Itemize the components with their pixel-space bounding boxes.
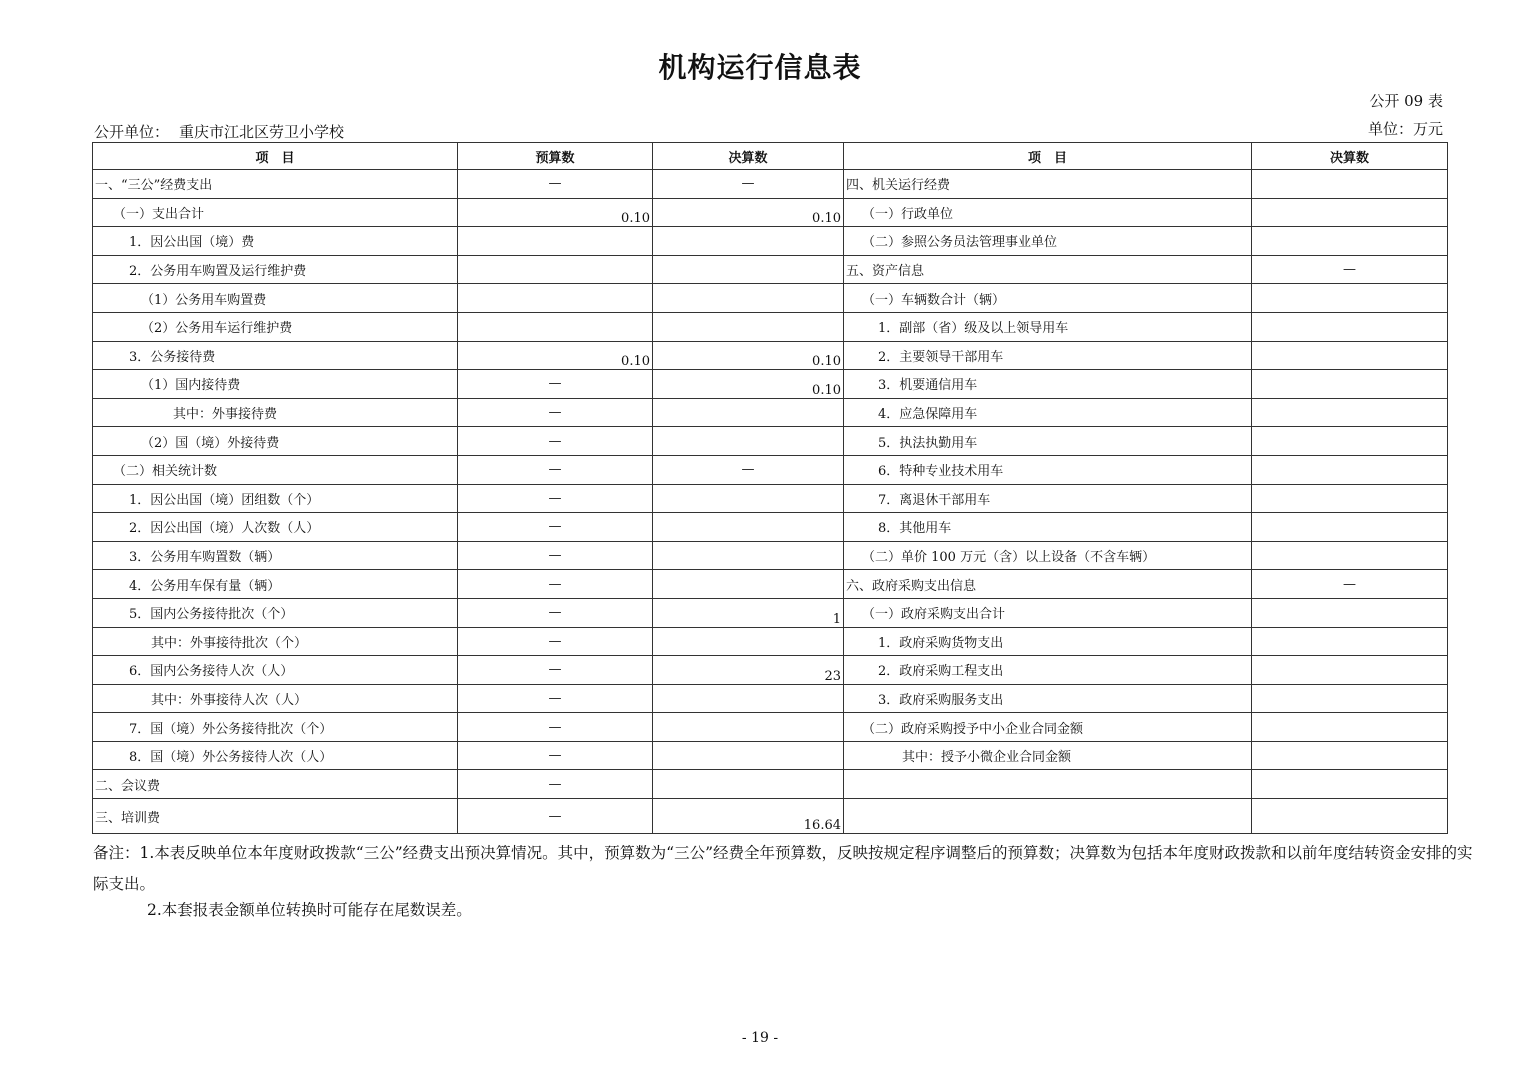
row-final [653, 284, 844, 313]
row-final-right: — [1252, 255, 1448, 284]
row-final: 16.64 [653, 799, 844, 834]
row-final: 0.10 [653, 370, 844, 399]
table-row [93, 170, 1448, 199]
row-budget: — [458, 799, 653, 834]
row-final-right [1252, 684, 1448, 713]
row-final-right [1252, 799, 1448, 834]
row-budget: — [458, 427, 653, 456]
row-item-left: （2）国（境）外接待费 [93, 427, 458, 456]
row-final-right [1252, 598, 1448, 627]
row-budget: — [458, 684, 653, 713]
row-final-right [1252, 398, 1448, 427]
row-final [653, 684, 844, 713]
table-row [93, 627, 1448, 656]
row-budget: — [458, 398, 653, 427]
row-item-left: 1．因公出国（境）费 [93, 227, 458, 256]
row-final [653, 741, 844, 770]
table-row [93, 198, 1448, 227]
row-final-right [1252, 198, 1448, 227]
table-row [93, 484, 1448, 513]
row-final [653, 312, 844, 341]
currency-unit: 单位：万元 [1367, 120, 1443, 138]
table-row [93, 398, 1448, 427]
table-row [93, 427, 1448, 456]
form-number: 公开 09 表 [1369, 92, 1443, 110]
row-item-right: （二）单价 100 万元（含）以上设备（不含车辆） [844, 541, 1252, 570]
row-final-right [1252, 513, 1448, 542]
row-item-right: 2．主要领导干部用车 [844, 341, 1252, 370]
header-item-right: 项 目 [844, 143, 1252, 170]
row-final: 23 [653, 656, 844, 685]
row-budget: — [458, 170, 653, 199]
row-final [653, 427, 844, 456]
row-item-right: 五、资产信息 [844, 255, 1252, 284]
row-item-left: 5．国内公务接待批次（个） [93, 598, 458, 627]
table-row [93, 570, 1448, 599]
row-final [653, 227, 844, 256]
row-item-left: （1）国内接待费 [93, 370, 458, 399]
row-item-left: 7．国（境）外公务接待批次（个） [93, 713, 458, 742]
row-item-left: 2．公务用车购置及运行维护费 [93, 255, 458, 284]
table-row [93, 799, 1448, 834]
table-header-row [93, 143, 1448, 170]
row-budget: — [458, 741, 653, 770]
table-row [93, 770, 1448, 799]
row-item-left: 1．因公出国（境）团组数（个） [93, 484, 458, 513]
row-item-left: 3．公务接待费 [93, 341, 458, 370]
table-row [93, 598, 1448, 627]
row-item-left: 一、“三公”经费支出 [93, 170, 458, 199]
header-item: 项 目 [93, 143, 458, 170]
row-item-right: （二）政府采购授予中小企业合同金额 [844, 713, 1252, 742]
row-item-right: （一）行政单位 [844, 198, 1252, 227]
row-final: 0.10 [653, 198, 844, 227]
row-budget: — [458, 598, 653, 627]
row-item-right: 四、机关运行经费 [844, 170, 1252, 199]
row-final-right [1252, 713, 1448, 742]
row-budget [458, 312, 653, 341]
row-item-right: 7．离退休干部用车 [844, 484, 1252, 513]
row-item-right: 2．政府采购工程支出 [844, 656, 1252, 685]
row-final-right [1252, 170, 1448, 199]
row-item-right: （二）参照公务员法管理事业单位 [844, 227, 1252, 256]
row-final [653, 627, 844, 656]
table-row [93, 656, 1448, 685]
row-final [653, 541, 844, 570]
row-final [653, 255, 844, 284]
reporting-unit [94, 121, 354, 142]
row-budget: — [458, 627, 653, 656]
row-final-right [1252, 770, 1448, 799]
row-item-right: 3．政府采购服务支出 [844, 684, 1252, 713]
row-budget: — [458, 770, 653, 799]
row-final-right: — [1252, 570, 1448, 599]
row-item-left: （2）公务用车运行维护费 [93, 312, 458, 341]
row-item-right [844, 799, 1252, 834]
row-budget: 0.10 [458, 198, 653, 227]
row-final [653, 513, 844, 542]
row-item-left: 其中：外事接待费 [93, 398, 458, 427]
row-budget [458, 284, 653, 313]
row-final-right [1252, 627, 1448, 656]
info-table [92, 142, 1448, 834]
row-item-left: 6．国内公务接待人次（人） [93, 656, 458, 685]
row-item-right: 4．应急保障用车 [844, 398, 1252, 427]
row-item-right: 其中：授予小微企业合同金额 [844, 741, 1252, 770]
row-budget: — [458, 713, 653, 742]
row-final [653, 713, 844, 742]
table-row [93, 312, 1448, 341]
row-budget: — [458, 484, 653, 513]
table-row [93, 284, 1448, 313]
row-budget: — [458, 370, 653, 399]
row-final: — [653, 455, 844, 484]
row-budget: 0.10 [458, 341, 653, 370]
row-item-right: 8．其他用车 [844, 513, 1252, 542]
row-final-right [1252, 484, 1448, 513]
header-budget: 预算数 [458, 143, 653, 170]
table-row [93, 684, 1448, 713]
row-final [653, 398, 844, 427]
table-row [93, 713, 1448, 742]
row-final-right [1252, 284, 1448, 313]
page-title: 机构运行信息表 [658, 51, 862, 84]
header-final: 决算数 [653, 143, 844, 170]
reporting-unit-name: 重庆市江北区劳卫小学校 [179, 123, 345, 141]
row-budget: — [458, 541, 653, 570]
row-item-right: 1．政府采购货物支出 [844, 627, 1252, 656]
row-item-right: 6．特种专业技术用车 [844, 455, 1252, 484]
row-item-right: （一）车辆数合计（辆） [844, 284, 1252, 313]
row-item-left: 三、培训费 [93, 799, 458, 834]
table-row [93, 341, 1448, 370]
row-item-right: （一）政府采购支出合计 [844, 598, 1252, 627]
row-budget: — [458, 570, 653, 599]
row-final-right [1252, 227, 1448, 256]
row-final-right [1252, 427, 1448, 456]
row-item-right: 3．机要通信用车 [844, 370, 1252, 399]
row-item-left: 其中：外事接待批次（个） [93, 627, 458, 656]
table-row [93, 513, 1448, 542]
row-item-left: （二）相关统计数 [93, 455, 458, 484]
row-final: 1 [653, 598, 844, 627]
row-item-left: （1）公务用车购置费 [93, 284, 458, 313]
row-final: — [653, 170, 844, 199]
row-item-right: 5．执法执勤用车 [844, 427, 1252, 456]
row-final [653, 770, 844, 799]
row-final-right [1252, 541, 1448, 570]
reporting-unit-label: 公开单位： [94, 123, 170, 141]
row-final-right [1252, 656, 1448, 685]
page-number: - 19 - [741, 1030, 779, 1046]
row-final-right [1252, 741, 1448, 770]
table-row [93, 455, 1448, 484]
row-item-right: 六、政府采购支出信息 [844, 570, 1252, 599]
row-budget: — [458, 455, 653, 484]
table-row [93, 255, 1448, 284]
row-budget [458, 227, 653, 256]
row-item-left: 其中：外事接待人次（人） [93, 684, 458, 713]
row-final-right [1252, 312, 1448, 341]
table-row [93, 741, 1448, 770]
table-row [93, 227, 1448, 256]
row-item-left: 二、会议费 [93, 770, 458, 799]
note-1: 备注：1.本表反映单位本年度财政拨款“三公”经费支出预决算情况。其中，预算数为“三公”经费全年预算数，反映按规定程序调整后的预算数；决算数为包括本年度财政拨款和以前年度结转资金安排的实际支出。 [93, 844, 1473, 893]
table-row [93, 541, 1448, 570]
row-final-right [1252, 455, 1448, 484]
row-final-right [1252, 370, 1448, 399]
row-final-right [1252, 341, 1448, 370]
note-2: 2.本套报表金额单位转换时可能存在尾数误差。 [147, 901, 472, 919]
row-item-left: （一）支出合计 [93, 198, 458, 227]
row-budget: — [458, 656, 653, 685]
header-final-right: 决算数 [1252, 143, 1448, 170]
row-item-right [844, 770, 1252, 799]
row-budget: — [458, 513, 653, 542]
row-item-right: 1．副部（省）级及以上领导用车 [844, 312, 1252, 341]
row-item-left: 2．因公出国（境）人次数（人） [93, 513, 458, 542]
row-budget [458, 255, 653, 284]
row-item-left: 3．公务用车购置数（辆） [93, 541, 458, 570]
row-final: 0.10 [653, 341, 844, 370]
row-item-left: 8．国（境）外公务接待人次（人） [93, 741, 458, 770]
row-item-left: 4．公务用车保有量（辆） [93, 570, 458, 599]
row-final [653, 484, 844, 513]
row-final [653, 570, 844, 599]
table-row [93, 370, 1448, 399]
